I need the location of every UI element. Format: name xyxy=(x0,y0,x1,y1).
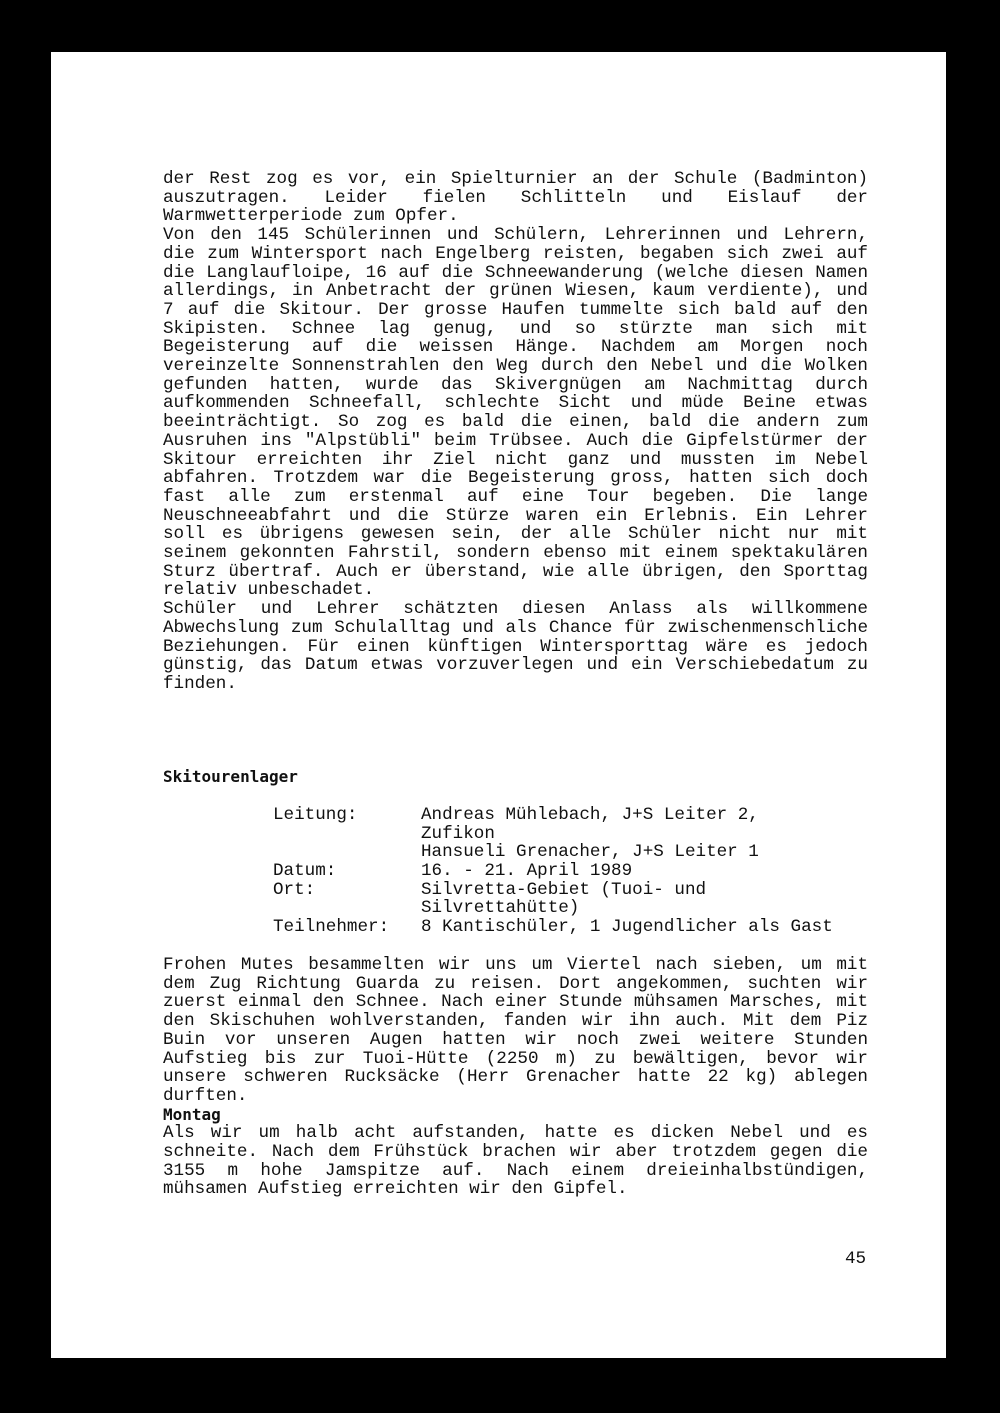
intro-text xyxy=(163,170,868,694)
info-label: Ort: xyxy=(273,879,316,900)
paragraph: Als wir um halb acht aufstanden, hatte es dicken Nebel und es schneite. Nach dem Frühstück brachen wir aber trotzdem gegen die 3155 m hohe Jamspitze auf. Nach einem dreieinhalbstündigen, mühsamen Aufstieg erreichten wir den Gipfel. xyxy=(163,1123,868,1200)
paragraph: Frohen Mutes besammelten wir uns um Viertel nach sieben, um mit dem Zug Richtung Guarda zu reisen. Dort angekommen, suchten wir zuerst einmal den Schnee. Nach einer Stunde mühsamen Marsches, mit den Skischuhen wohlverstanden, fanden wir ihn auch. Mit dem Piz Buin vor unseren Augen hatten wir noch zwei weitere Stunden Aufstieg bis zur Tuoi-Hütte (2250 m) zu bewältigen, bevor wir unsere schweren Rucksäcke (Herr Grenacher hatte 22 kg) ablegen durften. xyxy=(163,955,868,1106)
info-value: Silvretta-Gebiet (Tuoi- und xyxy=(421,879,707,900)
info-value: Zufikon xyxy=(421,823,495,844)
paragraph: Von den 145 Schülerinnen und Schülern, Lehrerinnen und Lehrern, die zum Wintersport nach Engelberg reisten, begaben sich zwei auf die Langlaufloipe, 16 auf die Schneewanderung (welche diesen Namen allerdings, in Anbetracht der grünen Wiesen, kaum verdiente), und 7 auf die Skitour. Der grosse Haufen tummelte sich bald auf den Skipisten. Schnee lag genug, und so stürzte man sich mit Begeisterung auf die weissen Hänge. Nachdem am Morgen noch vereinzelte Sonnenstrahlen den Weg durch den Nebel und die Wolken gefunden hatten, wurde das Skivergnügen am Nachmittag durch aufkommenden Schneefall, schlechte Sicht und müde Beine etwas beeinträchtigt. So zog es bald die einen, bald die andern zum Ausruhen ins "Alpstübli" beim Trübsee. Auch die Gipfelstürmer der Skitour erreichten ihr Ziel nicht ganz und mussten im Nebel abfahren. Trotzdem war die Begeisterung gross, hatten sich doch fast alle zum erstenmal auf eine Tour begeben. Die lange Neuschneeabfahrt und die Stürze waren ein Erlebnis. Ein Lehrer soll es übrigens gewesen sein, der alle Schüler nicht nur mit seinem gekonnten Fahrstil, sondern ebenso mit einem spektakulären Sturz übertraf. Auch er überstand, wie alle übrigen, den Sporttag relativ unbeschadet. xyxy=(163,225,868,601)
day-heading: Montag xyxy=(163,1104,221,1124)
info-value: 16. - 21. April 1989 xyxy=(421,861,633,882)
info-label: Leitung: xyxy=(273,805,358,825)
page-number: 45 xyxy=(845,1249,867,1269)
info-value: 8 Kantischüler, 1 Jugendlicher als Gast xyxy=(421,917,833,938)
report-text xyxy=(163,956,868,1199)
section-heading: Skitourenlager xyxy=(163,767,298,786)
paragraph: Schüler und Lehrer schätzten diesen Anlass als willkommene Abwechslung zum Schulalltag und als Chance für zwischenmenschliche Beziehungen. Für einen künftigen Wintersporttag wäre es jedoch günstig, das Datum etwas vorzuverlegen und ein Verschiebedatum zu finden. xyxy=(163,599,868,694)
info-label: Teilnehmer: xyxy=(273,917,390,938)
info-value: Silvrettahütte) xyxy=(421,898,580,919)
info-value: Andreas Mühlebach, J+S Leiter 2, xyxy=(421,805,759,825)
info-value: Hansueli Grenacher, J+S Leiter 1 xyxy=(421,842,759,863)
paragraph: der Rest zog es vor, ein Spielturnier an der Schule (Badminton) auszutragen. Leider fielen Schlitteln und Eislauf der Warmwetterperiode zum Opfer. xyxy=(163,169,868,227)
info-label: Datum: xyxy=(273,861,337,882)
